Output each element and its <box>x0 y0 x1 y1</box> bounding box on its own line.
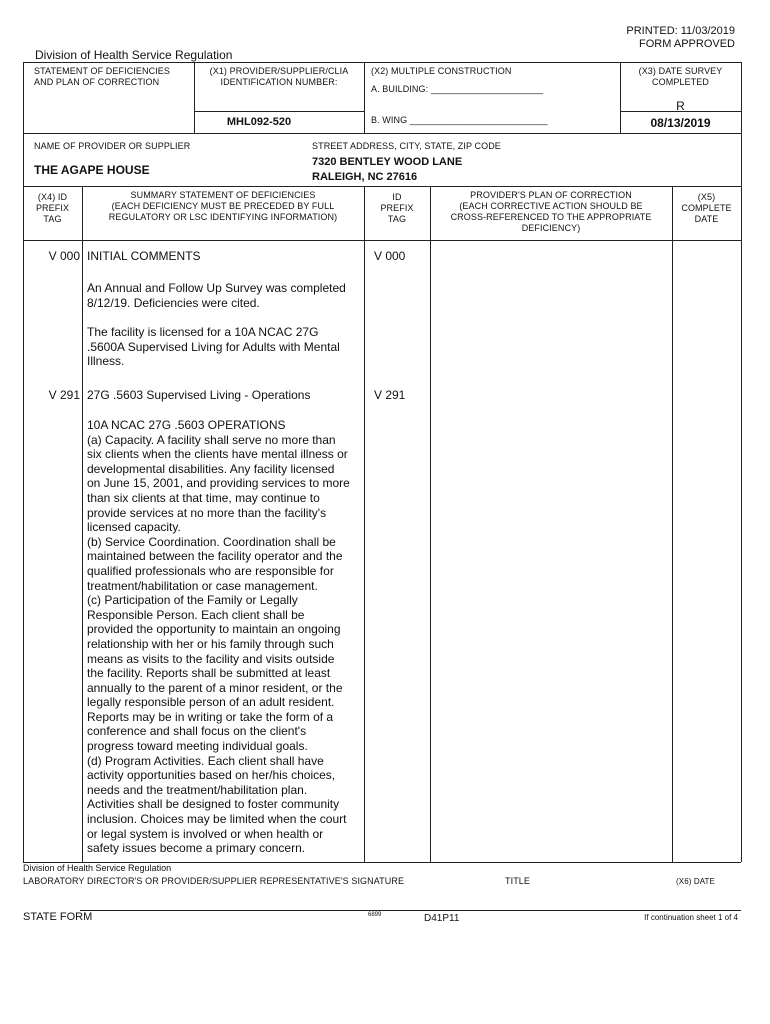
x1-divider <box>194 111 364 112</box>
agency-title: Division of Health Service Regulation <box>35 48 233 62</box>
provider-name-label: NAME OF PROVIDER OR SUPPLIER <box>34 141 191 151</box>
wing-label: B. WING ___________________________ <box>371 115 548 125</box>
x3-date: 08/13/2019 <box>650 116 711 130</box>
col-summary-left <box>82 186 83 862</box>
address-line1: 7320 BENTLEY WOOD LANE <box>312 156 463 168</box>
col-plan-header: PROVIDER'S PLAN OF CORRECTION (EACH CORRECTIVE ACTION SHOULD BE CROSS-REFERENCED TO THE APPROPRIATE DEFICIENCY) <box>450 190 652 233</box>
entry-paragraph: The facility is licensed for a 10A NCAC 27G .5600A Supervised Living for Adults with Mental Illness. <box>87 325 340 369</box>
col-id-header: ID PREFIX TAG <box>380 192 414 224</box>
signature-line <box>80 910 741 911</box>
printed-date: PRINTED: 11/03/2019 <box>626 25 735 37</box>
header-bottom-border <box>23 133 741 134</box>
event-id: D41P11 <box>424 913 460 924</box>
col-summary-header: SUMMARY STATEMENT OF DEFICIENCIES (EACH DEFICIENCY MUST BE PRECEDED BY FULL REGULATORY OR LSC IDENTIFYING INFORMATION) <box>108 190 338 222</box>
provider-bottom-border <box>23 186 741 187</box>
continuation-sheet: If continuation sheet 1 of 4 <box>644 913 738 922</box>
entry-tag: V 291 <box>48 388 80 402</box>
column-header-bottom-border <box>23 240 741 241</box>
entry-title: INITIAL COMMENTS <box>87 249 201 263</box>
x1-value: MHL092-520 <box>226 116 292 128</box>
x2-label: (X2) MULTIPLE CONSTRUCTION <box>371 66 512 76</box>
form-status: FORM APPROVED <box>639 38 735 50</box>
col-x4-header: (X4) ID PREFIX TAG <box>35 192 70 224</box>
provider-name: THE AGAPE HOUSE <box>34 163 150 177</box>
col-plan-left <box>430 186 431 862</box>
address-label: STREET ADDRESS, CITY, STATE, ZIP CODE <box>312 141 501 151</box>
statement-label: STATEMENT OF DEFICIENCIES AND PLAN OF CORRECTION <box>34 66 171 87</box>
x3-label: (X3) DATE SURVEY COMPLETED <box>638 66 723 87</box>
entry-paragraph: An Annual and Follow Up Survey was completed 8/12/19. Deficiencies were cited. <box>87 281 346 310</box>
entry-tag: V 000 <box>48 249 80 263</box>
entry-paragraph: 10A NCAC 27G .5603 OPERATIONS (a) Capacity. A facility shall serve no more than six clients when the clients have mental illness or developmental disabilities. Any facility licensed on June 15, 2001, and providing services to more than six clients at that time, may continue to provide services at no more than the facility's licensed capacity. (b) Service Coordination. Coordination shall be maintained between the facility operator and the qualified professionals who are responsible for treatment/habilitation or case management. (c) Participation of the Family or Legally Responsible Person. Each client shall be provided the opportunity to maintain an ongoing relationship with her or his family through such means as visits to the facility and visits outside the facility. Reports shall be submitted at least annually to the parent of a minor resident, or the legally responsible person of an adult resident. Reports may be in writing or take the form of a conference and shall focus on the client's progress toward meeting individual goals. (d) Program Activities. Each client shall have activity opportunities based on her/his choices, needs and the treatment/habilitation plan. Activities shall be designed to foster community inclusion. Choices may be limited when the court or legal system is involved or when health or safety issues become a primary concern. <box>87 418 350 856</box>
entry-title: 27G .5603 Supervised Living - Operations <box>87 388 311 402</box>
entry-id-tag: V 000 <box>374 249 406 263</box>
entry-id-tag: V 291 <box>374 388 406 402</box>
building-label: A. BUILDING: ______________________ <box>371 84 544 94</box>
form-number: 6899 <box>368 912 382 918</box>
x2-left-border <box>364 62 365 133</box>
state-form-label: STATE FORM <box>23 911 93 923</box>
signature-label: LABORATORY DIRECTOR'S OR PROVIDER/SUPPLIER REPRESENTATIVE'S SIGNATURE <box>23 876 405 886</box>
date-label: (X6) DATE <box>676 877 715 886</box>
col-x5-header: (X5) COMPLETE DATE <box>681 192 732 224</box>
title-label: TITLE <box>505 876 531 886</box>
table-right-border <box>741 62 742 862</box>
header-top-border <box>23 62 741 63</box>
footer-agency: Division of Health Service Regulation <box>23 863 172 873</box>
col-x5-left <box>672 186 673 862</box>
x3-code: R <box>676 99 685 113</box>
x1-label: (X1) PROVIDER/SUPPLIER/CLIA IDENTIFICATION NUMBER: <box>209 66 349 87</box>
table-left-border <box>23 62 24 862</box>
col-id-left <box>364 186 365 862</box>
address-line2: RALEIGH, NC 27616 <box>312 171 418 183</box>
